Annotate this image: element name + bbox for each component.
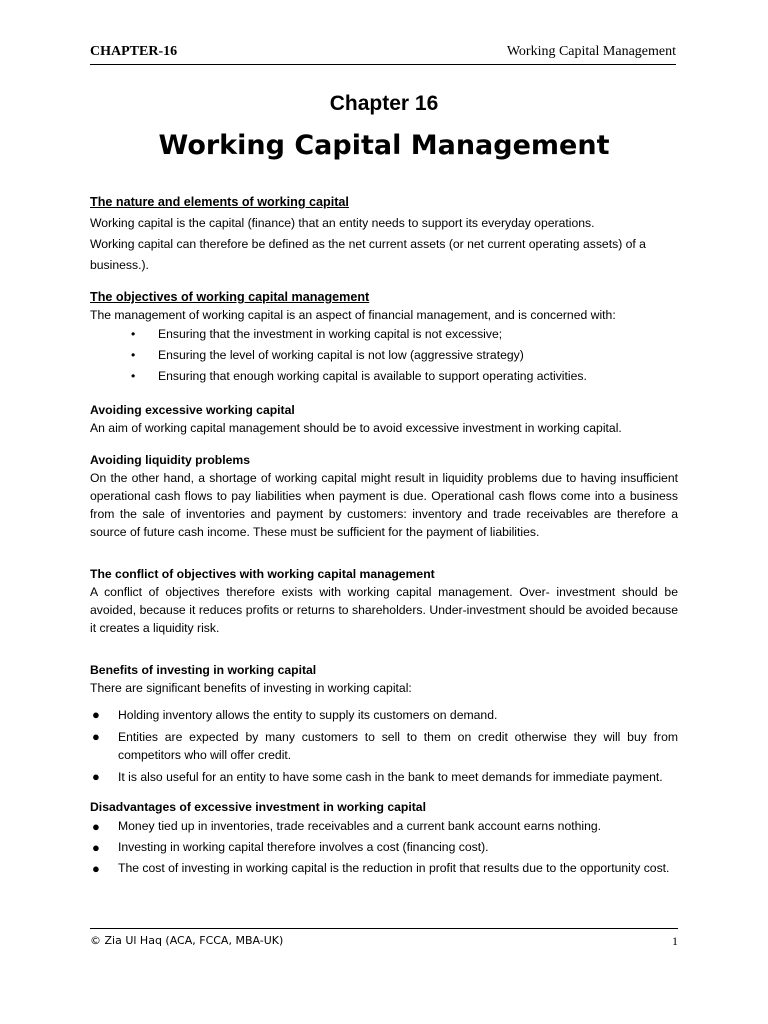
- page-number: 1: [672, 934, 678, 948]
- bullet-icon: ●: [92, 840, 100, 855]
- list-item: ● The cost of investing in working capital is the reduction in profit that results due to the opportunity cost.: [90, 858, 678, 879]
- paragraph-avoid-liquidity: On the other hand, a shortage of working capital might result in liquidity problems due to having insufficient operational cash flows to pay liabilities when payment is due. Operational cash flows come into a business from the sale of inventories and payment by customers: inventory and trade receivables are therefore a source of future cash income. These must be sufficient for the payment of liabilities.: [90, 471, 678, 539]
- chapter-label: Chapter 16: [329, 92, 439, 115]
- bullet-icon: ●: [92, 819, 100, 834]
- paragraph-objectives-intro: The management of working capital is an aspect of financial management, and is concerned with:: [90, 308, 616, 322]
- section-heading-disadvantages: Disadvantages of excessive investment in working capital: [90, 800, 426, 814]
- list-item: • Ensuring that the investment in working capital is not excessive;: [90, 324, 678, 345]
- paragraph-nature-2: Working capital can therefore be defined as the net current assets (or net current operating assets) of a business.).: [90, 237, 646, 272]
- section-heading-objectives: The objectives of working capital management: [90, 290, 370, 304]
- bullet-icon: ●: [92, 707, 100, 722]
- list-item: • Ensuring the level of working capital is not low (aggressive strategy): [90, 345, 678, 366]
- list-item: ● Entities are expected by many customers to sell to them on credit otherwise they will buy from competitors who will offer credit.: [92, 729, 678, 762]
- bullet-icon: ●: [92, 769, 100, 784]
- list-item: ● Money tied up in inventories, trade receivables and a current bank account earns nothing.: [90, 816, 678, 837]
- section-heading-avoid-liquidity: Avoiding liquidity problems: [90, 453, 251, 467]
- bullet-icon: •: [131, 369, 136, 383]
- bullet-icon: ●: [92, 729, 100, 744]
- list-item: ● Holding inventory allows the entity to supply its customers on demand.: [92, 707, 498, 722]
- bullet-icon: ●: [92, 861, 100, 876]
- footer-author: © Zia Ul Haq (ACA, FCCA, MBA-UK): [90, 934, 284, 947]
- header-title: Working Capital Management: [506, 44, 676, 59]
- section-heading-benefits: Benefits of investing in working capital: [90, 663, 317, 677]
- section-heading-nature: The nature and elements of working capital: [90, 195, 349, 209]
- section-heading-conflict: The conflict of objectives with working capital management: [90, 567, 435, 581]
- list-item: ● It is also useful for an entity to have some cash in the bank to meet demands for immediate payment.: [92, 769, 663, 784]
- paragraph-avoid-excess: An aim of working capital management should be to avoid excessive investment in working capital.: [90, 421, 622, 435]
- bullet-icon: •: [131, 327, 136, 341]
- chapter-title: Working Capital Management: [158, 130, 610, 161]
- disadvantages-list: [90, 816, 678, 879]
- paragraph-benefits-intro: There are significant benefits of investing in working capital:: [90, 681, 412, 695]
- header-chapter: CHAPTER-16: [90, 44, 178, 59]
- list-item: • Ensuring that enough working capital is available to support operating activities.: [90, 366, 678, 387]
- section-heading-avoid-excess: Avoiding excessive working capital: [90, 403, 295, 417]
- document-body: [90, 192, 678, 879]
- bullet-icon: •: [131, 348, 136, 362]
- paragraph-nature-1: Working capital is the capital (finance) that an entity needs to support its everyday operations.: [90, 216, 595, 230]
- page-footer: [90, 928, 678, 951]
- paragraph-conflict: A conflict of objectives therefore exists with working capital management. Over- investment should be avoided, because it reduces profits or returns to shareholders. Under-investment should be avoided because it creates a liquidity risk.: [90, 585, 678, 635]
- running-header: [90, 42, 676, 65]
- list-item: ● Investing in working capital therefore involves a cost (financing cost).: [90, 837, 678, 858]
- benefits-list: [90, 706, 678, 786]
- objectives-list: [90, 324, 678, 387]
